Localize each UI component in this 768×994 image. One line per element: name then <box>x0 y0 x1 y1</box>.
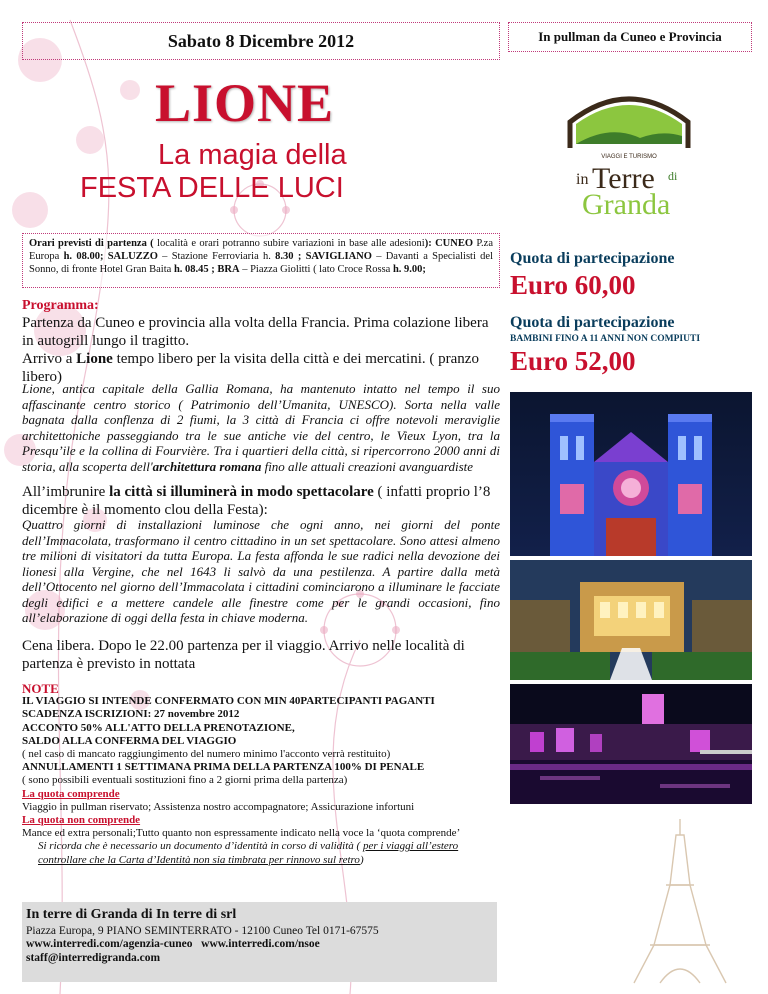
company-address: Piazza Europa, 9 PIANO SEMINTERRATO - 12100 Cuneo Tel 0171-67575 <box>26 924 379 937</box>
program-paragraph: Cena libera. Dopo le 22.00 partenza per il viaggio. Arrivo nelle località di partenza è previsto in nottata <box>22 638 465 672</box>
note-line: ANNULLAMENTI 1 SETTIMANA PRIMA DELLA PARTENZA 100% DI PENALE <box>22 761 425 774</box>
note-line: SALDO ALLA CONFERMA DEL VIAGGIO <box>22 734 237 747</box>
excludes-text: Mance ed extra personali;Tutto quanto non espressamente indicato nella voce la ‘quota comprende’ <box>22 827 461 840</box>
company-logo <box>540 80 718 220</box>
text-span: ) <box>359 853 364 866</box>
stop-city: BRA <box>217 264 240 275</box>
company-name: In terre di Granda di In terre di srl <box>26 907 237 922</box>
text-span: tempo libero per la visita della città e dei mercatini. ( pranzo libero) <box>22 351 479 385</box>
stop-time: 8.30 ; <box>275 251 306 262</box>
program-paragraph: Quattro giorni di installazioni luminose che ogni anno, nei giorni del ponte dell’Immacolata, trasformano il centro cittadino in un set spettacolare. Sono attesi almeno tre milioni di visitatori da tutta Europa. La festa affonda le sue radici nella devozione dei lionesi alla Vergine, che nel 1643 li salvò da una pestilenza. A partire dalla metà dell’Ottocento nel giorno dell’Immacolata i cittadini cominciarono a illuminare le facciate degli edifici e a mettere candele alle finestre come per le grandi occasioni, fino all’elaborazione di oggi della festa in chiave moderna. <box>22 517 500 625</box>
stop-place: – Davanti a Specialisti del Sonno, di fronte Hotel Gran Baita <box>29 251 493 275</box>
photo-theatre <box>510 560 752 680</box>
text-span: All’imbrunire <box>22 484 110 500</box>
notes-section <box>22 682 502 867</box>
stop-place: P.za Europa <box>29 238 493 262</box>
price-label: Quota di partecipazione <box>510 250 675 267</box>
logo-granda: Granda <box>582 188 671 220</box>
program-heading: Programma: <box>22 298 99 313</box>
page-title: LIONE <box>155 73 335 133</box>
text-underlined: per i viaggi all’estero controllare che la Carta d’Identità non sia timbrata per rinnovo sul retro <box>38 840 459 866</box>
logo-in: in <box>576 171 589 188</box>
notes-heading: NOTE <box>22 681 59 696</box>
note-line: SCADENZA ISCRIZIONI: 27 novembre 2012 <box>22 708 240 721</box>
stop-time: h. 9.00; <box>392 264 426 275</box>
web-link[interactable]: www.interredi.com/agenzia-cuneo <box>26 938 193 950</box>
includes-heading: La quota comprende <box>22 787 120 800</box>
departures-lead: Orari previsti di partenza ( <box>29 238 154 249</box>
stop-time: h. 08.45 ; <box>173 264 218 275</box>
eiffel-tower-icon <box>620 815 740 985</box>
web-links <box>26 938 493 952</box>
text-bold: la città si illuminerà in modo spettacolare <box>109 484 374 500</box>
text-bold: Lione <box>76 351 113 367</box>
subtitle-line2: FESTA DELLE LUCI <box>80 172 344 204</box>
header-transport: In pullman da Cuneo e Provincia <box>508 22 752 52</box>
departure-times <box>22 233 500 288</box>
footer-contacts <box>22 902 497 982</box>
note-line: IL VIAGGIO SI INTENDE CONFERMATO CON MIN 40PARTECIPANTI PAGANTI <box>22 695 435 708</box>
note-line: ACCONTO 50% ALL'ATTO DELLA PRENOTAZIONE, <box>22 721 295 734</box>
stop-place: – Stazione Ferroviaria h. <box>157 251 276 262</box>
text-span: ( infatti proprio l’8 dicembre è il momento clou della Festa): <box>22 484 491 518</box>
departures-note: località e orari potranno subire variazioni in base alle adesioni <box>153 238 425 249</box>
logo-terre: Terre <box>592 162 655 195</box>
program-paragraph <box>22 483 500 519</box>
program-paragraph <box>22 381 500 474</box>
text-span: Lione, antica capitale della Gallia Romana, ha mantenuto intatto nel tempo il suo affascinante centro storico ( Patrimonio dell’Umanita, UNESCO). Sorta nella valle bagnata dalla conflenza di 2 fiumi, la 3 città di Francia ci offre notevoli meraviglie architettoniche passeggiando tra le sue antiche vie del centro, le Vieux Lyon, tra la Presqu’ile e la collina di Fourvière. Tra i quartieri della città, si ripercorrono 2000 anni di storia, alla scoperta dell' <box>22 381 500 474</box>
stop-city: SAVIGLIANO <box>305 251 372 262</box>
photo-cathedral <box>510 392 752 556</box>
price-children: Euro 52,00 <box>510 346 636 376</box>
logo-tagline: VIAGGI E TURISMO <box>601 154 657 160</box>
note-line: ( nel caso di mancato raggiungimento del numero minimo l'acconto verrà restituito) <box>22 748 391 761</box>
text-bold: architettura romana <box>152 458 262 474</box>
note-line: ( sono possibili eventuali sostituzioni fino a 2 giorni prima della partenza) <box>22 774 348 787</box>
web-link[interactable]: www.interredi.com/nsoe <box>201 938 320 950</box>
email-link[interactable]: staff@interredigranda.com <box>26 951 161 964</box>
text-span: Arrivo a <box>22 351 77 367</box>
departures-close: ): <box>424 238 432 249</box>
stop-place: – Piazza Giolitti ( lato Croce Rossa <box>239 264 393 275</box>
id-document-note <box>22 840 502 866</box>
text-span: fino alle attuali creazioni avanguardiste <box>261 458 474 474</box>
excludes-heading: La quota non comprende <box>22 814 141 827</box>
price-label: Quota di partecipazione <box>510 314 675 331</box>
includes-text: Viaggio in pullman riservato; Assistenza nostro accompagnatore; Assicurazione infortuni <box>22 800 415 813</box>
header-date: Sabato 8 Dicembre 2012 <box>22 22 500 60</box>
text-span: Si ricorda che è necessario un documento d’identità in corso di validità ( <box>38 840 363 853</box>
logo-di: di <box>668 169 678 183</box>
logo-arch-icon <box>540 80 718 220</box>
stop-city: SALUZZO <box>107 251 158 262</box>
subtitle-line1: La magia della <box>158 139 347 171</box>
stop-time: h. 08.00; <box>63 251 108 262</box>
program-paragraph: Partenza da Cuneo e provincia alla volta della Francia. Prima colazione libera in autogrill lungo il tragitto. <box>22 315 489 349</box>
photo-river <box>510 684 752 804</box>
children-note: BAMBINI FINO A 11 ANNI NON COMPIUTI <box>510 334 701 344</box>
price-adult: Euro 60,00 <box>510 270 636 300</box>
stop-city: CUNEO <box>435 238 473 249</box>
